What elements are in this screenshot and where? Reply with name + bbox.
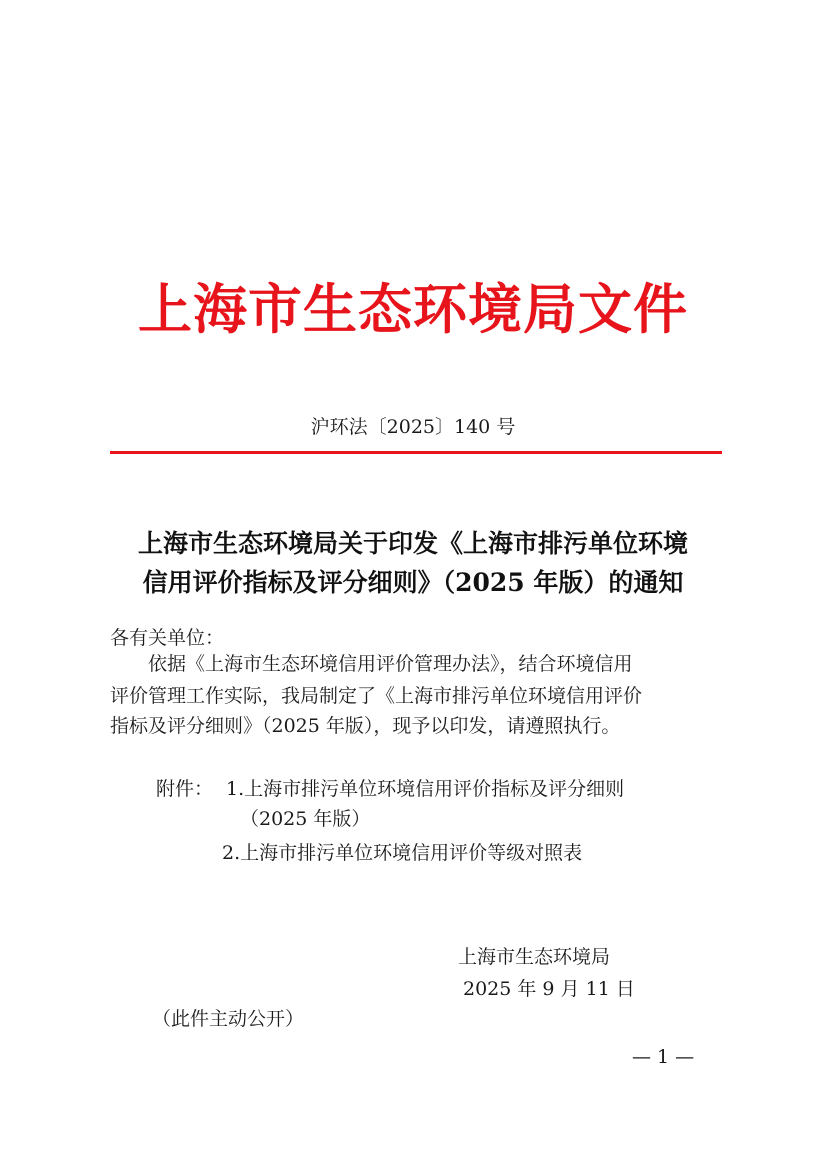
attachments-label: 附件： (156, 778, 214, 800)
signature-organization: 上海市生态环境局 (458, 946, 611, 968)
red-divider-line (110, 451, 722, 454)
salutation: 各有关单位： (110, 627, 225, 649)
disclosure-note: （此件主动公开） (152, 1008, 305, 1030)
attachment-item-1-continued: （2025 年版） (240, 808, 371, 830)
attachment-item-1: 1.上海市排污单位环境信用评价指标及评分细则 (226, 778, 625, 800)
document-number: 沪环法〔2025〕140 号 (310, 416, 516, 438)
body-paragraph-line-1: 依据《上海市生态环境信用评价管理办法》，结合环境信用 (148, 653, 633, 675)
notice-title-line-2: 信用评价指标及评分细则》（2025 年版）的通知 (142, 568, 684, 597)
page-number: — 1 — (632, 1046, 695, 1068)
body-paragraph-line-3: 指标及评分细则》（2025 年版），现予以印发，请遵照执行。 (110, 715, 621, 737)
body-paragraph-line-2: 评价管理工作实际，我局制定了《上海市排污单位环境信用评价 (110, 685, 643, 707)
notice-title-line-1: 上海市生态环境局关于印发《上海市排污单位环境 (137, 529, 688, 558)
masthead-title: 上海市生态环境局文件 (138, 278, 688, 341)
attachment-item-2: 2.上海市排污单位环境信用评价等级对照表 (222, 842, 583, 864)
signature-date: 2025 年 9 月 11 日 (463, 978, 635, 1000)
